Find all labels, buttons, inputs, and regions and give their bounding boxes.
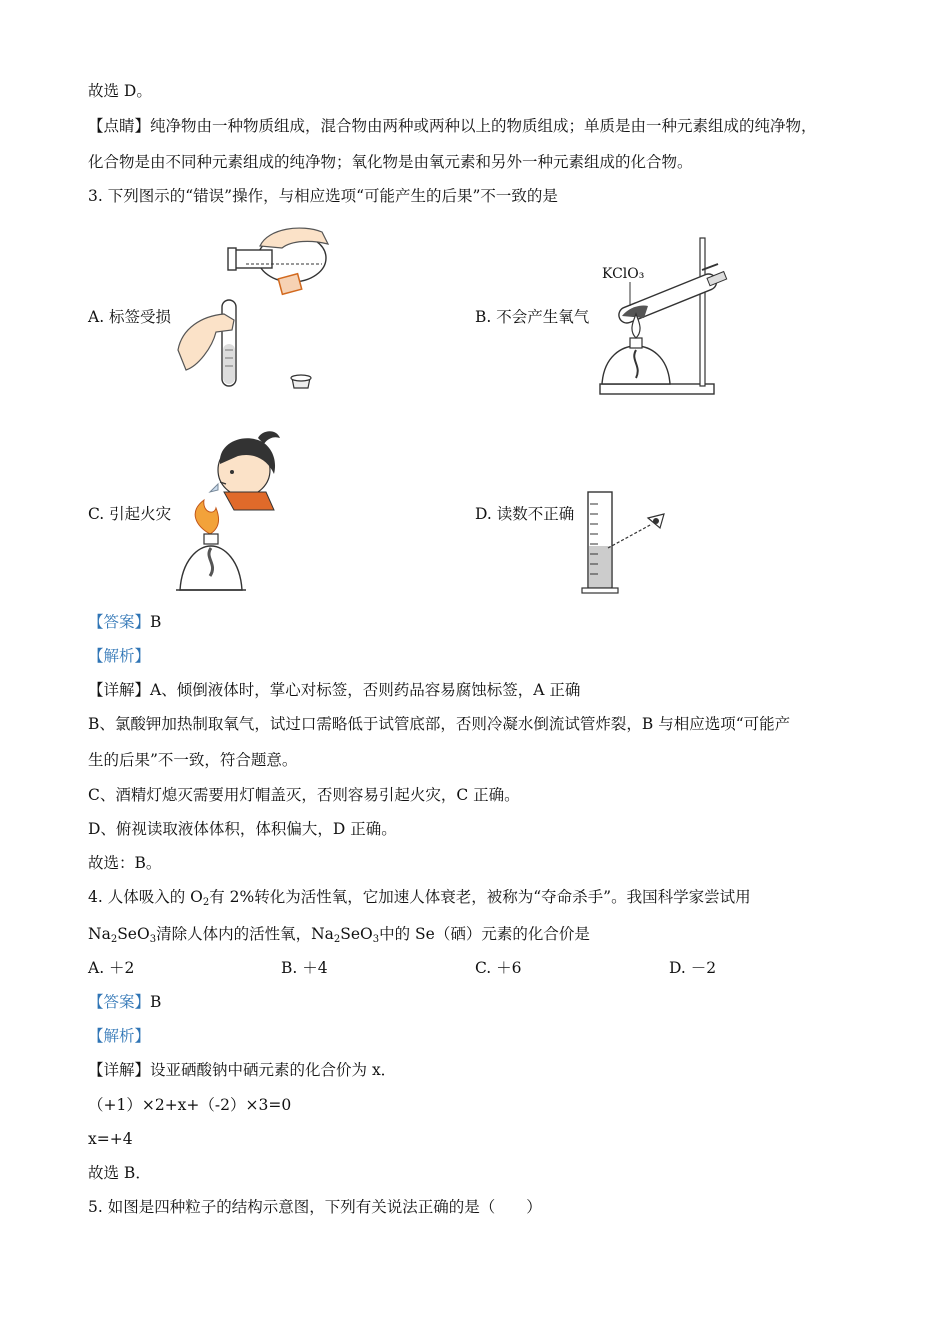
- q5-stem: 5. 如图是四种粒子的结构示意图，下列有关说法正确的是（ ）: [88, 1198, 542, 1216]
- q3-detail-line2: B、氯酸钾加热制取氧气，试过口需略低于试管底部，否则冷凝水倒流试管炸裂，B 与相应选项“可能产: [88, 715, 791, 733]
- q4-stem2-sub4: 3: [372, 934, 380, 945]
- q3-conclusion: 故选：B。: [88, 854, 162, 872]
- q4-conclusion: 故选 B．: [88, 1164, 151, 1182]
- q4-option-b: B. ＋4: [281, 959, 328, 977]
- q3-analysis-tag: 【解析】: [88, 647, 151, 665]
- detail-tag: 【详解】: [88, 1061, 151, 1079]
- q3-detail-text-1: A、倾倒液体时，掌心对标签，否则药品容易腐蚀标签，A 正确: [150, 681, 581, 699]
- q4-stem2-a: Na: [88, 925, 111, 943]
- q3-option-b: B. 不会产生氧气: [475, 308, 590, 326]
- q2-remark-line2: 化合物是由不同种元素组成的纯净物；氧化物是由氧元素和另外一种元素组成的化合物。: [88, 153, 693, 171]
- figure-c-blowing-lamp: [174, 430, 284, 596]
- remark-text-1: 纯净物由一种物质组成，混合物由两种或两种以上的物质组成；单质是由一种元素组成的纯净物，: [150, 117, 817, 135]
- q4-equation: （+1）×2+x+（-2）×3=0: [88, 1096, 292, 1114]
- answer-tag: 【答案】: [88, 993, 151, 1011]
- q4-option-d: D. －2: [669, 959, 717, 977]
- q4-detail-line1: [88, 1060, 396, 1080]
- q4-stem2-sub3: 2: [333, 934, 341, 945]
- figure-b-label: KClO₃: [602, 266, 645, 282]
- q4-stem1-sub: 2: [202, 897, 210, 908]
- q3-stem: 3. 下列图示的“错误”操作，与相应选项“可能产生的后果”不一致的是: [88, 187, 558, 205]
- q4-result: x=+4: [88, 1130, 133, 1148]
- q4-stem1-a: 4. 人体吸入的 O: [88, 888, 203, 906]
- answer-tag: 【答案】: [88, 613, 151, 631]
- q3-option-d: D. 读数不正确: [475, 505, 575, 523]
- q3-detail-line5: D、俯视读取液体体积，体积偏大，D 正确。: [88, 820, 397, 838]
- q3-option-c: C. 引起火灾: [88, 505, 172, 523]
- q4-stem-line2: [88, 924, 590, 950]
- q4-stem2-d: SeO: [340, 925, 373, 943]
- q2-remark-line1: [88, 116, 817, 136]
- q3-option-a: A. 标签受损: [88, 308, 172, 326]
- q4-option-c: C. ＋6: [475, 959, 522, 977]
- q4-answer-line: [88, 992, 161, 1012]
- q3-answer-line: [88, 612, 161, 632]
- q4-stem2-c: 清除人体内的活性氧，Na: [156, 925, 334, 943]
- q4-stem-line1: [88, 887, 751, 913]
- figure-a-pouring: [172, 218, 332, 398]
- detail-tag: 【详解】: [88, 681, 151, 699]
- q4-stem2-sub2: 3: [149, 934, 157, 945]
- q3-detail-line3: 生的后果”不一致，符合题意。: [88, 751, 298, 769]
- figure-d-reading-cylinder: [580, 488, 672, 596]
- remark-tag: 【点睛】: [88, 117, 151, 135]
- q3-answer: B: [150, 613, 162, 631]
- q2-conclusion: 故选 D。: [88, 82, 152, 100]
- q4-stem2-e: 中的 Se（硒）元素的化合价是: [379, 925, 590, 943]
- q4-analysis-tag: 【解析】: [88, 1027, 151, 1045]
- q3-detail-line4: C、酒精灯熄灭需要用灯帽盖灭，否则容易引起火灾，C 正确。: [88, 786, 520, 804]
- q4-stem2-b: SeO: [117, 925, 150, 943]
- q4-detail-text-1: 设亚硒酸钠中硒元素的化合价为 x．: [150, 1061, 397, 1079]
- q3-detail-line1: [88, 680, 580, 700]
- q4-stem1-b: 有 2%转化为活性氧，它加速人体衰老，被称为“夺命杀手”。我国科学家尝试用: [209, 888, 751, 906]
- q4-option-a: A. ＋2: [88, 959, 135, 977]
- figure-b-heating-kclo3: [594, 234, 734, 398]
- q4-stem2-sub1: 2: [110, 934, 118, 945]
- q4-answer: B: [150, 993, 162, 1011]
